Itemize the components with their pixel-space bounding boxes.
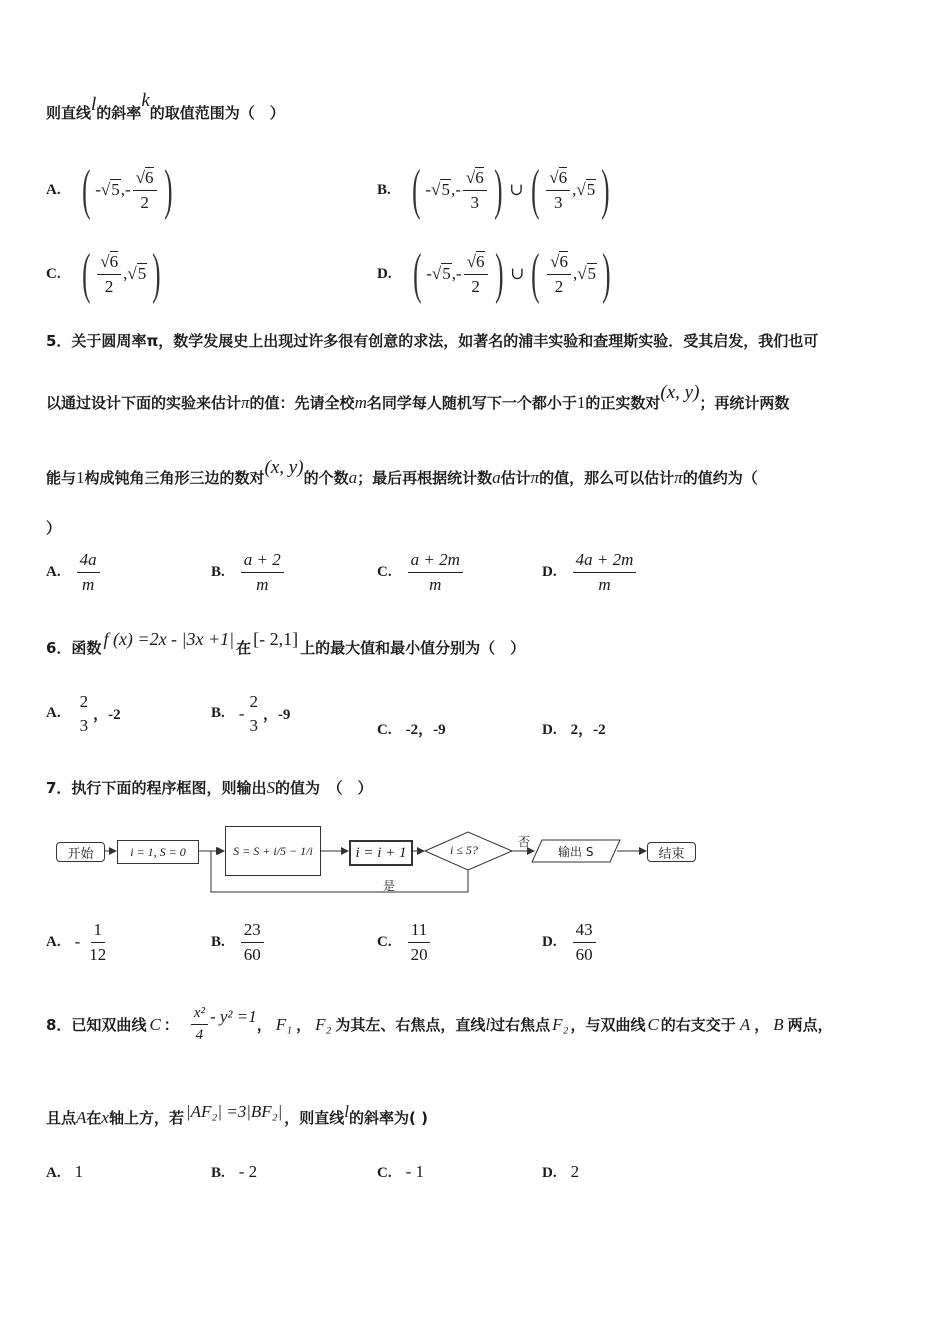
q5-option-a[interactable]: A. $\frac{4a}{m}$ <box>46 550 102 594</box>
flow-init: i = 1, S = 0 <box>117 840 199 864</box>
q5-line-4: ） <box>46 519 62 537</box>
q6-option-b[interactable]: B. - 2 3 ，-9 <box>211 692 291 735</box>
q8-option-d[interactable]: D. 2 <box>542 1162 580 1181</box>
q8-option-c[interactable]: C. - 1 <box>377 1162 425 1181</box>
q5-option-d[interactable]: D. $\frac{4a + 2m}{m}$ <box>542 550 638 594</box>
q7-stem: 7．执行下面的程序框图，则输出S的值为 （ ） <box>46 778 373 797</box>
q7-option-c[interactable]: C. $\frac{11}{20}$ <box>377 920 433 964</box>
q7-option-d[interactable]: D. $\frac{43}{60}$ <box>542 920 598 964</box>
q8-option-b[interactable]: B. - 2 <box>211 1162 258 1181</box>
q5-option-b[interactable]: B. $\frac{a + 2}{m}$ <box>211 550 286 594</box>
q4-option-b[interactable]: B. ( - √5 , - $\frac{√6}{3}$ ) ∪ ( $\frac{√6}{3}$ , √5 ) <box>377 159 610 221</box>
flow-output: 输出 S <box>558 845 594 859</box>
q6-option-d[interactable]: D. 2，-2 <box>542 722 606 738</box>
q8-line-1: 8．已知双曲线 C ： $\frac{\text{x²}}{4}$ - y² =1 ， F₁ ， F₂ 为其左、右焦点，直线 l 过右焦点 F₂ ，与双曲线 C 的右支交于 A ， B 两点， <box>46 1005 833 1044</box>
q5-line-1: 5．关于圆周率π，数学发展史上出现过许多很有创意的求法，如著名的浦丰实验和查理斯实验．受其启发，我们也可 <box>46 332 819 350</box>
flow-yes-label: 是 <box>383 879 396 893</box>
flow-condition: i ≤ 5? <box>450 843 478 857</box>
q5-line-2: 以通过设计下面的实验来估计π的值：先请全校m名同学每人随机写下一个都小于1的正实数对(x, y)；再统计两数 <box>46 382 790 412</box>
q6-stem: 6．函数 f (x) =2x - |3x +1| 在 [- 2,1] 上的最大值和最小值分别为（ ） <box>46 629 526 657</box>
q5-option-c[interactable]: C. $\frac{a + 2m}{m}$ <box>377 550 465 594</box>
q4-option-c[interactable]: C. ( $\frac{√6}{2}$ , √5 ) <box>46 243 161 305</box>
flow-end: 结束 <box>647 842 696 862</box>
q7-option-b[interactable]: B. $\frac{23}{60}$ <box>211 920 266 964</box>
q4-option-a[interactable]: A. ( - √5 , - $\frac{√6}{2}$ ) <box>46 159 173 221</box>
flow-no-label: 否 <box>518 835 531 849</box>
flow-start: 开始 <box>56 842 105 862</box>
q7-option-a[interactable]: A. - $\frac{1}{12}$ <box>46 920 107 964</box>
flow-update-i: i = i + 1 <box>349 840 413 866</box>
q4-option-d[interactable]: D. ( - √5 , - $\frac{√6}{2}$ ) ∪ ( $\frac{√6}{2}$ , √5 ) <box>377 243 611 305</box>
q4-stem: 则直线l的斜率k的取值范围为（ ） <box>46 90 285 122</box>
q6-option-a[interactable]: A. 2 3 ，-2 <box>46 692 121 735</box>
flowchart <box>40 820 720 900</box>
q5-line-3: 能与1构成钝角三角形三边的数对(x, y)的个数a；最后再根据统计数a估计π的值，那么可以估计π的值约为（ <box>46 457 758 487</box>
flow-update-s: S = S + i/5 − 1/i <box>225 826 321 876</box>
q8-option-a[interactable]: A. 1 <box>46 1162 84 1181</box>
q8-line-2: 且点A在x轴上方，若 |AF₂| =3|BF₂| ，则直线l的斜率为( ) <box>46 1102 428 1127</box>
q6-option-c[interactable]: C. -2，-9 <box>377 722 446 738</box>
